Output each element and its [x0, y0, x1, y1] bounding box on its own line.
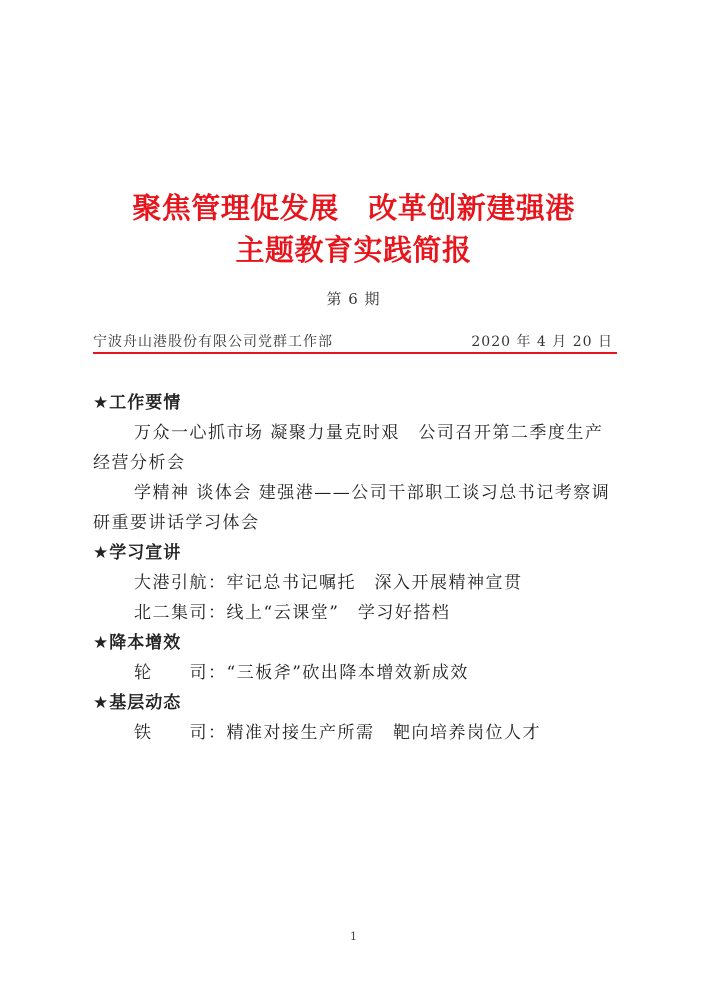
bulletin-title-line-1: 聚焦管理促发展 改革创新建强港 [132, 191, 575, 225]
table-of-contents [93, 388, 633, 748]
section-study-lectures [93, 538, 633, 628]
section-work-highlights [93, 388, 633, 538]
section-heading: ★基层动态 [93, 693, 182, 713]
section-heading: ★学习宣讲 [93, 543, 182, 563]
list-item: 轮 司：“三板斧”砍出降本增效新成效 [134, 663, 469, 683]
section-heading: ★工作要情 [93, 393, 182, 413]
page-number: 1 [350, 930, 357, 943]
section-grassroots-news [93, 688, 633, 748]
section-heading: ★降本增效 [93, 633, 182, 653]
issue-number: 第 6 期 [326, 290, 381, 308]
bulletin-title-line-2: 主题教育实践简报 [235, 233, 472, 267]
list-item: 北二集司：线上“云课堂” 学习好搭档 [134, 603, 451, 623]
red-divider-line [93, 352, 617, 354]
publish-date: 2020 年 4 月 20 日 [471, 334, 613, 350]
list-item: 万众一心抓市场 凝聚力量克时艰 公司召开第二季度生产经营分析会 [93, 423, 604, 473]
section-cost-reduction [93, 628, 633, 688]
publisher-org: 宁波舟山港股份有限公司党群工作部 [93, 334, 333, 350]
publisher-row [93, 331, 617, 349]
list-item: 大港引航：牢记总书记嘱托 深入开展精神宣贯 [134, 573, 523, 593]
list-item: 铁 司：精准对接生产所需 靶向培养岗位人才 [134, 723, 541, 743]
list-item: 学精神 谈体会 建强港——公司干部职工谈习总书记考察调研重要讲话学习体会 [93, 483, 611, 533]
